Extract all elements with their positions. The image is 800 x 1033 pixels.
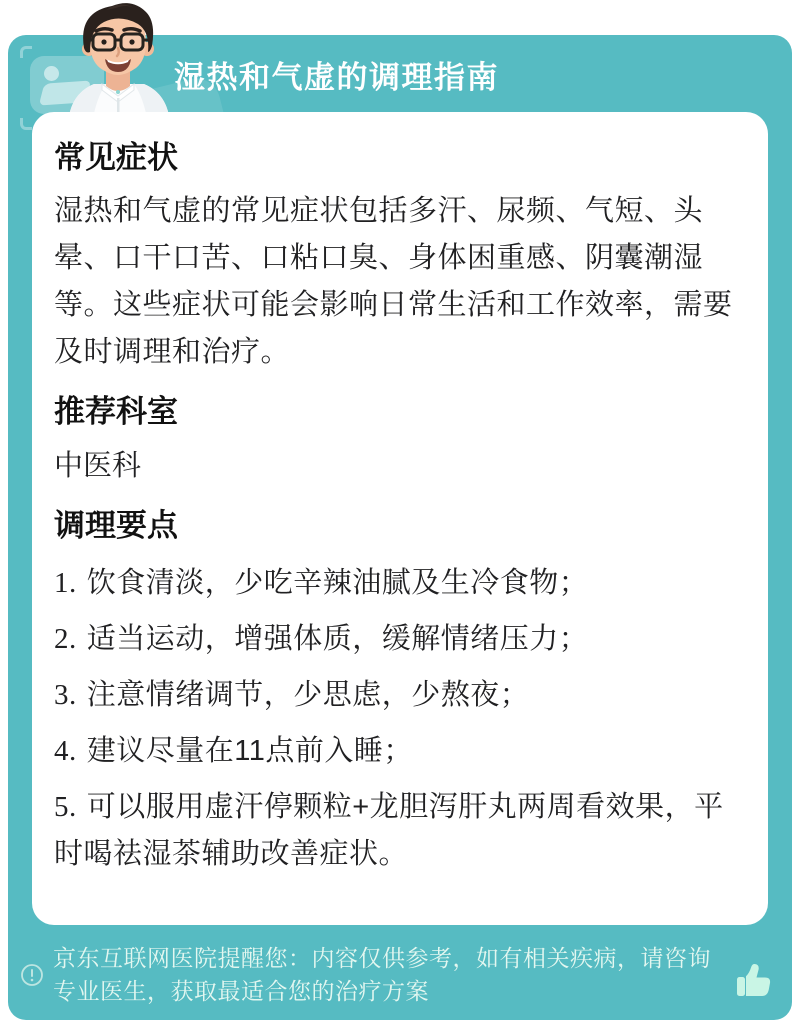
list-item-text: 建议尽量在11点前入睡； xyxy=(86,734,413,767)
list-item-number: 2. xyxy=(54,622,77,655)
exclamation-circle-icon xyxy=(20,963,44,987)
list-item-number: 3. xyxy=(54,678,77,711)
list-item-number: 5. xyxy=(54,790,77,823)
scan-frame-corner xyxy=(20,118,32,130)
section-heading-tips: 调理要点 xyxy=(54,507,178,543)
list-item-number: 4. xyxy=(54,734,77,767)
section-heading-department: 推荐科室 xyxy=(54,394,178,430)
list-item xyxy=(54,784,742,878)
list-item-number: 1. xyxy=(54,566,77,599)
list-item-text: 可以服用虚汗停颗粒+龙胆泻肝丸两周看效果，平时喝祛湿茶辅助改善症状。 xyxy=(54,790,724,870)
section-heading-symptoms: 常见症状 xyxy=(54,140,178,175)
list-item xyxy=(54,728,742,775)
page-title: 湿热和气虚的调理指南 xyxy=(174,60,499,95)
department-value: 中医科 xyxy=(54,449,142,482)
list-item-text: 注意情绪调节，少思虑，少熬夜； xyxy=(86,678,530,711)
footer-disclaimer-bar xyxy=(20,942,780,1008)
list-item xyxy=(54,560,742,607)
doctor-avatar xyxy=(56,2,180,124)
thumbs-up-icon[interactable] xyxy=(734,960,772,1000)
tips-list xyxy=(54,560,742,878)
content-card xyxy=(32,112,768,925)
list-item xyxy=(54,616,742,663)
symptoms-paragraph: 湿热和气虚的常见症状包括多汗、尿频、气短、头晕、口干口苦、口粘口臭、身体困重感、阴囊潮湿等。这些症状可能会影响日常生活和工作效率，需要及时调理和治疗。 xyxy=(54,195,733,369)
disclaimer-text: 京东互联网医院提醒您：内容仅供参考，如有相关疾病，请咨询专业医生，获取最适合您的治疗方案 xyxy=(53,945,711,1004)
doctor-avatar-illustration xyxy=(56,2,180,124)
list-item-text: 适当运动，增强体质，缓解情绪压力； xyxy=(86,622,589,655)
list-item xyxy=(54,672,742,719)
list-item-text: 饮食清淡，少吃辛辣油腻及生冷食物； xyxy=(86,566,589,599)
scan-frame-corner xyxy=(20,46,32,58)
